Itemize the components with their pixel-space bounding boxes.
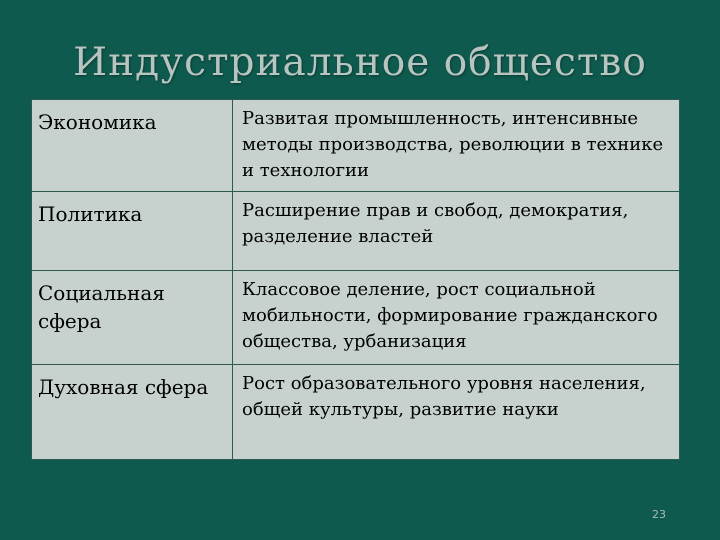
table-row [32, 100, 680, 192]
table-row [32, 192, 680, 271]
row-label-politics: Политика [32, 192, 233, 271]
slide-title: Индустриальное общество [73, 40, 647, 85]
row-description-economy: Развитая промышленность, интенсивные методы производства, революции в технике и технологии [233, 100, 680, 192]
page-number: 23 [652, 508, 666, 521]
table-row [32, 271, 680, 365]
table-row [32, 365, 680, 460]
row-label-spiritual-sphere: Духовная сфера [32, 365, 233, 460]
row-description-social-sphere: Классовое деление, рост социальной мобильности, формирование гражданского общества, урбанизация [233, 271, 680, 365]
row-label-social-sphere: Социальная сфера [32, 271, 233, 365]
row-label-economy: Экономика [32, 100, 233, 192]
row-description-politics: Расширение прав и свобод, демократия, разделение властей [233, 192, 680, 271]
society-characteristics-table [31, 99, 680, 460]
row-description-spiritual-sphere: Рост образовательного уровня населения, общей культуры, развитие науки [233, 365, 680, 460]
